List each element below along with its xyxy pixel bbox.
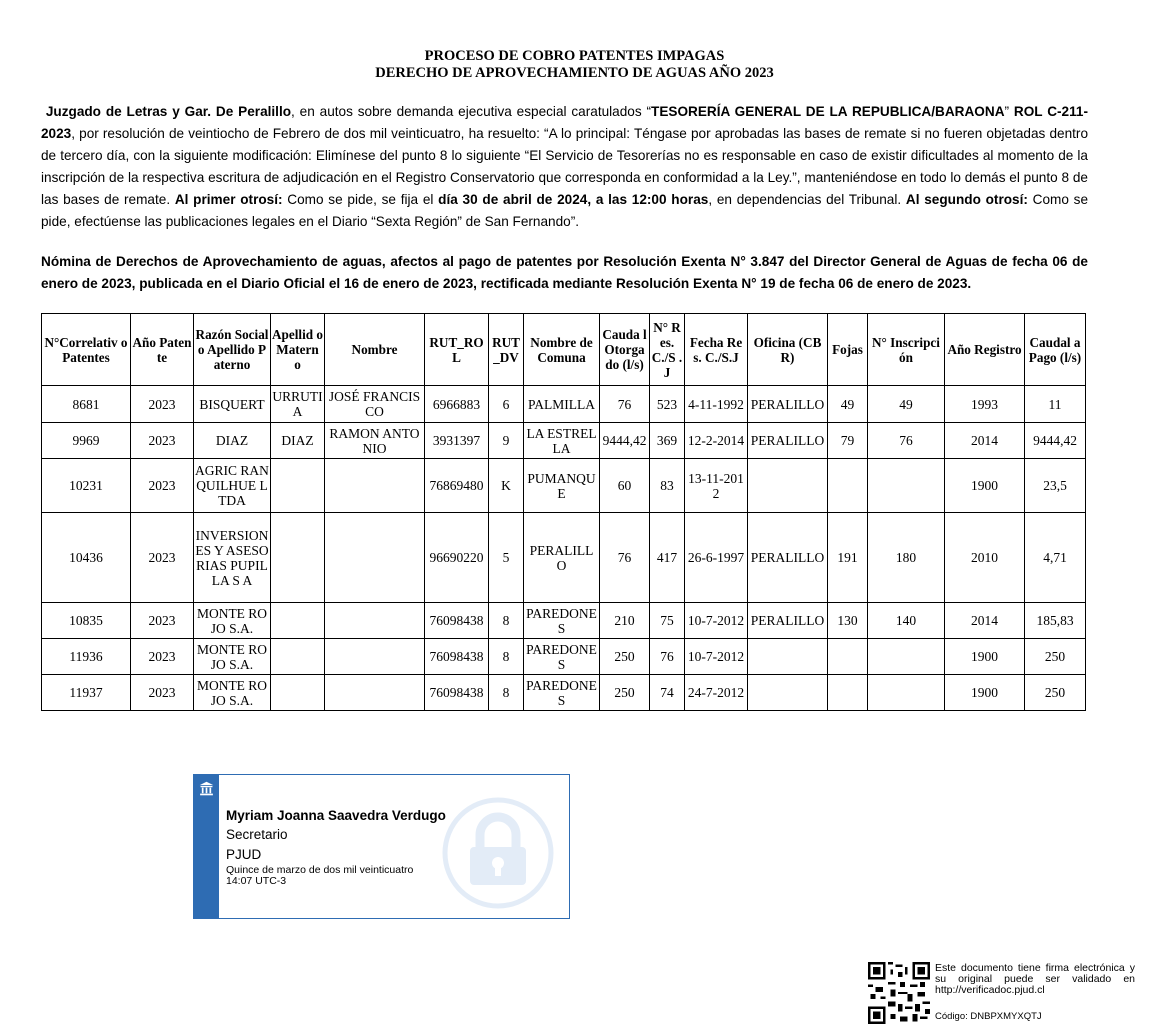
- table-cell: 76: [600, 513, 650, 603]
- table-cell: 6: [489, 386, 524, 423]
- table-cell: 76098438: [425, 639, 489, 675]
- verification-notice: Este documento tiene firma electrónica y su original puede ser validado en http://verificadoc.pjud.cl: [935, 962, 1135, 996]
- table-cell: 130: [828, 603, 868, 639]
- table-cell: [828, 639, 868, 675]
- table-cell: 369: [650, 423, 685, 459]
- rights-list-intro: Nómina de Derechos de Aprovechamiento de aguas, afectos al pago de patentes por Resolución Exenta N° 3.847 del Director General de Aguas de fecha 06 de enero de 2023, publicada en el Diario Oficial el 16 de enero de 2023, rectificada mediante Resolución Exenta N° 19 de fecha 06 de enero de 2023.: [41, 254, 1088, 291]
- table-cell: PERALILLO: [524, 513, 600, 603]
- table-cell: INVERSIONES Y ASESORIAS PUPILLA S A: [194, 513, 271, 603]
- table-cell: 12-2-2014: [685, 423, 748, 459]
- table-cell: 3931397: [425, 423, 489, 459]
- column-header: Nombre: [325, 314, 425, 386]
- court-name: Juzgado de Letras y Gar. De Peralillo: [45, 104, 292, 119]
- table-cell: MONTE ROJO S.A.: [194, 639, 271, 675]
- table-cell: 2023: [131, 459, 194, 513]
- table-cell: JOSÉ FRANCISCO: [325, 386, 425, 423]
- table-cell: 2010: [945, 513, 1025, 603]
- table-cell: [748, 459, 828, 513]
- case-rol: ROL C-211-2023: [41, 104, 1089, 141]
- table-cell: 9444,42: [1025, 423, 1086, 459]
- table-cell: 23,5: [1025, 459, 1086, 513]
- lock-watermark-icon: [442, 797, 554, 909]
- table-cell: PAREDONES: [524, 675, 600, 711]
- table-cell: 49: [868, 386, 945, 423]
- table-cell: 11936: [42, 639, 131, 675]
- column-header: Cauda l Otorga do (l/s): [600, 314, 650, 386]
- table-cell: 10-7-2012: [685, 603, 748, 639]
- table-cell: 180: [868, 513, 945, 603]
- table-row: [42, 639, 1086, 675]
- table-cell: 10-7-2012: [685, 639, 748, 675]
- signature-accent-bar: [194, 775, 219, 918]
- table-cell: AGRIC RANQUILHUE LTDA: [194, 459, 271, 513]
- table-cell: 140: [868, 603, 945, 639]
- table-cell: 76098438: [425, 603, 489, 639]
- table-cell: DIAZ: [194, 423, 271, 459]
- table-row: [42, 423, 1086, 459]
- text-segment: Como se pide, se fija el: [282, 192, 439, 207]
- column-header: Oficina (CBR): [748, 314, 828, 386]
- second-otrosi: Al segundo otrosí:: [905, 192, 1028, 207]
- table-cell: 2023: [131, 513, 194, 603]
- table-body: [42, 386, 1086, 711]
- table-cell: [271, 639, 325, 675]
- signature-date: Quince de marzo de dos mil veinticuatro: [226, 864, 414, 876]
- table-cell: PAREDONES: [524, 639, 600, 675]
- table-cell: [828, 675, 868, 711]
- table-cell: PAREDONES: [524, 603, 600, 639]
- table-cell: 2023: [131, 675, 194, 711]
- table-cell: 13-11-2012: [685, 459, 748, 513]
- table-cell: 79: [828, 423, 868, 459]
- table-cell: 10835: [42, 603, 131, 639]
- table-cell: 76098438: [425, 675, 489, 711]
- qr-code-icon[interactable]: [868, 962, 930, 1024]
- column-header: Nombre de Comuna: [524, 314, 600, 386]
- table-cell: 24-7-2012: [685, 675, 748, 711]
- signer-organization: PJUD: [226, 847, 262, 862]
- table-cell: DIAZ: [271, 423, 325, 459]
- table-cell: [868, 675, 945, 711]
- signer-name: Myriam Joanna Saavedra Verdugo: [226, 808, 446, 823]
- auction-date: día 30 de abril de 2024, a las 12:00 horas: [438, 192, 709, 207]
- table-cell: [325, 459, 425, 513]
- table-cell: 11937: [42, 675, 131, 711]
- table-cell: 4,71: [1025, 513, 1086, 603]
- table-cell: 9444,42: [600, 423, 650, 459]
- table-row: [42, 675, 1086, 711]
- table-cell: 8681: [42, 386, 131, 423]
- table-cell: 5: [489, 513, 524, 603]
- table-cell: 2023: [131, 603, 194, 639]
- table-cell: LA ESTRELLA: [524, 423, 600, 459]
- table-cell: 96690220: [425, 513, 489, 603]
- column-header: Fojas: [828, 314, 868, 386]
- table-cell: 83: [650, 459, 685, 513]
- water-rights-table: [41, 313, 1086, 711]
- table-cell: 8: [489, 639, 524, 675]
- column-header: N°Correlativ o Patentes: [42, 314, 131, 386]
- table-cell: 250: [600, 675, 650, 711]
- table-cell: PERALILLO: [748, 386, 828, 423]
- table-cell: PERALILLO: [748, 513, 828, 603]
- signature-time: 14:07 UTC-3: [226, 875, 287, 887]
- text-segment: ”: [1004, 104, 1014, 119]
- electronic-signature-box: [193, 774, 570, 919]
- table-cell: 4-11-1992: [685, 386, 748, 423]
- table-cell: 76869480: [425, 459, 489, 513]
- column-header: Apellid o Matern o: [271, 314, 325, 386]
- table-cell: 1900: [945, 459, 1025, 513]
- table-cell: 9: [489, 423, 524, 459]
- table-cell: 185,83: [1025, 603, 1086, 639]
- table-cell: 10436: [42, 513, 131, 603]
- table-cell: 1900: [945, 675, 1025, 711]
- text-segment: , en dependencias del Tribunal.: [708, 192, 906, 207]
- table-cell: [868, 639, 945, 675]
- verification-code: Código: DNBPXMYXQTJ: [935, 1011, 1042, 1022]
- table-cell: [325, 675, 425, 711]
- table-cell: K: [489, 459, 524, 513]
- column-header: Año Registro: [945, 314, 1025, 386]
- table-cell: 1993: [945, 386, 1025, 423]
- text-segment: , en autos sobre demanda ejecutiva especial caratulados “: [291, 104, 652, 119]
- column-header: N° Inscripción: [868, 314, 945, 386]
- table-cell: [271, 675, 325, 711]
- signature-timestamp: [226, 865, 413, 887]
- table-cell: MONTE ROJO S.A.: [194, 603, 271, 639]
- table-cell: 75: [650, 603, 685, 639]
- table-cell: 8: [489, 603, 524, 639]
- table-cell: [325, 603, 425, 639]
- table-cell: RAMON ANTONIO: [325, 423, 425, 459]
- table-cell: 2014: [945, 603, 1025, 639]
- table-cell: [748, 639, 828, 675]
- column-header: Fecha Res. C./S.J: [685, 314, 748, 386]
- column-header: RUT_RO L: [425, 314, 489, 386]
- text-segment: Como se pide, efectúense las publicaciones legales en el Diario “Sexta Región” de San Fernando”.: [41, 192, 1089, 229]
- table-header-row: [42, 314, 1086, 386]
- table-cell: 2014: [945, 423, 1025, 459]
- table-cell: 60: [600, 459, 650, 513]
- text-segment: , por resolución de veintiocho de Febrero de dos mil veinticuatro, ha resuelto: “A lo principal: Téngase por aprobadas las bases de remate si no fueren objetadas dentro de tercero día, con la siguiente modificación: Elimínese del punto 8 lo siguiente “El Servicio de Tesorerías no es responsable en caso de existir dificultades al momento de la inscripción de la respectiva escritura de adjudicación en el Registro Conservatorio que corresponda en conformidad a la Ley.”, manteniéndose en todo lo demás el punto 8 de las bases de remate.: [41, 126, 1088, 207]
- institution-icon: [198, 780, 215, 797]
- table-row: [42, 459, 1086, 513]
- table-cell: PERALILLO: [748, 603, 828, 639]
- table-cell: 9969: [42, 423, 131, 459]
- document-title-line1: PROCESO DE COBRO PATENTES IMPAGAS: [424, 48, 725, 64]
- table-cell: 8: [489, 675, 524, 711]
- column-header: Año Patente: [131, 314, 194, 386]
- table-cell: 417: [650, 513, 685, 603]
- table-cell: [271, 513, 325, 603]
- table-cell: [271, 603, 325, 639]
- table-cell: URRUTIA: [271, 386, 325, 423]
- table-cell: MONTE ROJO S.A.: [194, 675, 271, 711]
- case-name: TESORERÍA GENERAL DE LA REPUBLICA/BARAONA: [651, 104, 1005, 119]
- column-header: N° Res. C./S .J: [650, 314, 685, 386]
- table-cell: 26-6-1997: [685, 513, 748, 603]
- table-cell: 76: [868, 423, 945, 459]
- table-cell: 250: [1025, 639, 1086, 675]
- table-cell: PUMANQUE: [524, 459, 600, 513]
- table-row: [42, 386, 1086, 423]
- table-row: [42, 513, 1086, 603]
- document-title-line2: DERECHO DE APROVECHAMIENTO DE AGUAS AÑO 2023: [375, 65, 774, 81]
- table-cell: 10231: [42, 459, 131, 513]
- table-cell: 76: [600, 386, 650, 423]
- table-cell: BISQUERT: [194, 386, 271, 423]
- resolution-paragraph: [41, 101, 1088, 233]
- table-cell: 76: [650, 639, 685, 675]
- column-header: Razón Social o Apellido Paterno: [194, 314, 271, 386]
- table-cell: 11: [1025, 386, 1086, 423]
- table-cell: [748, 675, 828, 711]
- table-cell: [325, 639, 425, 675]
- table-cell: 523: [650, 386, 685, 423]
- table-cell: 2023: [131, 386, 194, 423]
- table-cell: [325, 513, 425, 603]
- table-cell: PERALILLO: [748, 423, 828, 459]
- signer-role: Secretario: [226, 827, 288, 842]
- table-cell: 74: [650, 675, 685, 711]
- table-cell: [868, 459, 945, 513]
- table-cell: 250: [1025, 675, 1086, 711]
- table-cell: 6966883: [425, 386, 489, 423]
- table-cell: 49: [828, 386, 868, 423]
- table-cell: 2023: [131, 423, 194, 459]
- table-cell: 210: [600, 603, 650, 639]
- table-row: [42, 603, 1086, 639]
- table-cell: 250: [600, 639, 650, 675]
- table-cell: [271, 459, 325, 513]
- table-cell: 191: [828, 513, 868, 603]
- table-cell: [828, 459, 868, 513]
- first-otrosi: Al primer otrosí:: [174, 192, 283, 207]
- table-cell: 2023: [131, 639, 194, 675]
- column-header: Caudal a Pago (l/s): [1025, 314, 1086, 386]
- table-cell: 1900: [945, 639, 1025, 675]
- column-header: RUT _DV: [489, 314, 524, 386]
- table-cell: PALMILLA: [524, 386, 600, 423]
